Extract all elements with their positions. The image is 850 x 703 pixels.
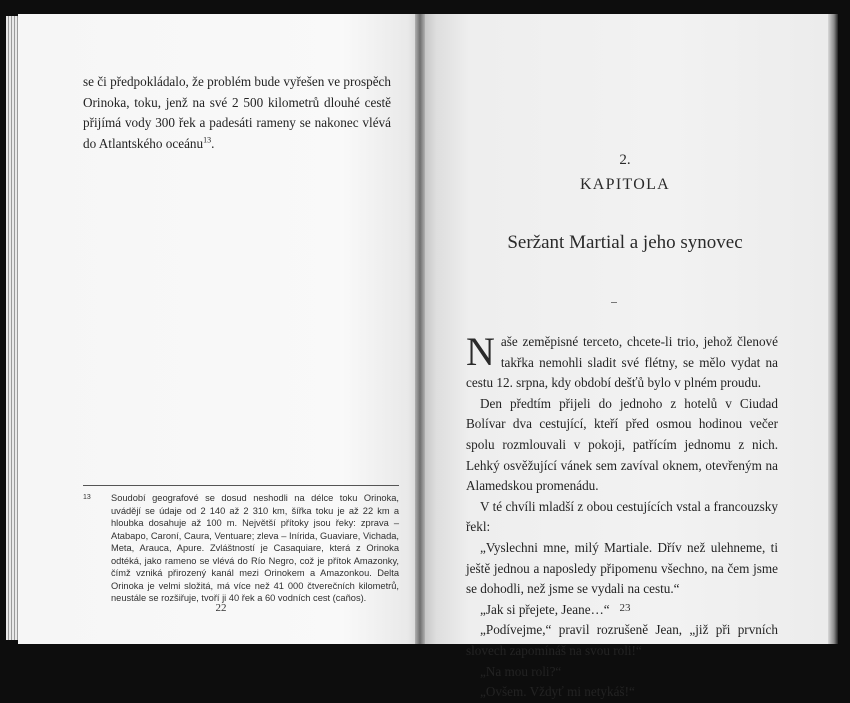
- right-page: [420, 14, 830, 700]
- page-number-right: 23: [619, 602, 631, 614]
- paragraph: „Podívejme,“ pravil rozrušeně Jean, „již při prvních slovech zapomínáš na svou roli!“: [466, 622, 778, 658]
- left-paragraph-end: .: [211, 135, 215, 151]
- paragraph: „Ovšem. Vždyť mi netykáš!“: [480, 684, 635, 700]
- footnote-reference[interactable]: 13: [203, 135, 212, 145]
- paragraph: Den předtím přijeli do jednoho z hotelů v Ciudad Bolívar dva cestující, kteří před osmou hodinou večer spolu rozmlouvali v pokoji, patřícím jednomu z nich. Lehký osvěžující vánek sem zavíval oknem, otevřeným na Alamedskou promenádu.: [466, 395, 778, 494]
- footnote-divider: [83, 485, 399, 486]
- drop-cap: N: [466, 329, 495, 374]
- chapter-number: 2.: [619, 152, 631, 168]
- left-paragraph-text: se či předpokládalo, že problém bude vyřešen ve prospěch Orinoka, toku, jenž na své 2 500 kilometrů dlouhé cestě přijímá vody 300 řek a padesáti rameny se nakonec vlévá do Atlantského oceánu: [83, 74, 391, 151]
- book-spine: [415, 14, 425, 644]
- footnote-text: Soudobí geografové se dosud neshodli na délce toku Orinoka, uvádějí se údaje od 2 140 až 2 310 km, šířka toku je až 22 km a hloubka dosahuje až 100 m. Největší přítoky jsou řeky: zprava – Atabapo, Caroní, Caura, Ventuare; zleva – Inírida, Guaviare, Vichada, Meta, Arauca, Apure. Zvláštností je Casaquiare, která z Orinoka odtéká, jako rameno se vlévá do Río Negro, což je přítok Amazonky, čímž vzniká přirozený kanál mezi Orinokem a Amazonkou. Delta Orinoka je velmi složitá, má více než 41 000 čtverečních kilometrů, neustále se rozšiřuje, tvoří ji 40 řek a 60 vodních cest (caños).: [111, 493, 399, 603]
- paragraph: „Vyslechni mne, milý Martiale. Dřív než ulehneme, ti ještě jednou a naposledy připomenu všechno, na čem jsme se dohodli, než jsme se vydali na cestu.“: [466, 539, 778, 597]
- left-page: [18, 14, 424, 644]
- footnote: [83, 492, 399, 605]
- paragraph: [466, 329, 778, 394]
- page-number-left: 22: [215, 602, 227, 614]
- left-paragraph: [83, 72, 391, 154]
- left-page-text: [83, 72, 391, 154]
- book-cover-edge: [828, 14, 838, 644]
- chapter-title: Seržant Martial a jeho synovec: [507, 232, 743, 253]
- paragraph: „Jak si přejete, Jeane…“: [480, 601, 610, 617]
- footnote-number: 13: [83, 494, 91, 501]
- chapter-body: [466, 329, 778, 703]
- paragraph-text: aše zeměpisné terceto, chcete-li trio, jehož členové takřka nemohli sladit své flétny, se mělo vydat na cestu 12. srpna, kdy období dešťů bylo v plném proudu.: [466, 334, 778, 391]
- chapter-label: KAPITOLA: [579, 176, 671, 193]
- paragraph: „Na mou roli?“: [480, 663, 562, 679]
- paragraph: V té chvíli mladší z obou cestujících vstal a francouzsky řekl:: [466, 498, 778, 535]
- ornament-mark: [611, 302, 617, 303]
